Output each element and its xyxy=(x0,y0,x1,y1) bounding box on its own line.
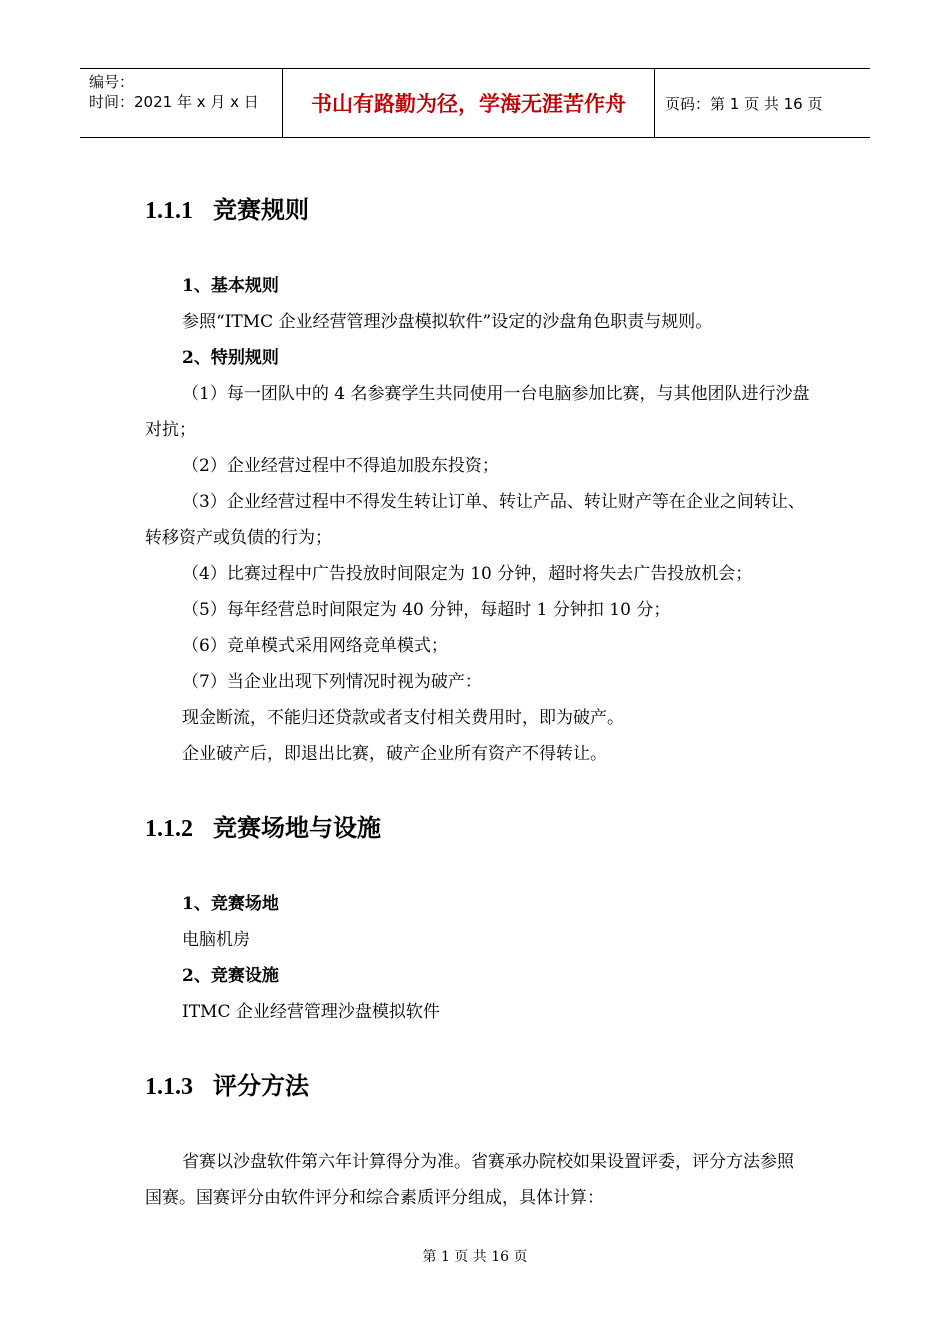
rule-item-7: （7）当企业出现下列情况时视为破产： xyxy=(182,672,482,692)
section-title: 竞赛规则 xyxy=(213,195,309,224)
section-heading-scoring xyxy=(145,1066,309,1101)
section-number: 1.1.1 xyxy=(145,198,193,224)
paragraph-basic-rules: 参照“ITMC 企业经营管理沙盘模拟软件”设定的沙盘角色职责与规则。 xyxy=(182,312,713,332)
paragraph-bankrupt-condition: 现金断流，不能归还贷款或者支付相关费用时，即为破产。 xyxy=(182,708,624,728)
section-title: 竞赛场地与设施 xyxy=(213,813,381,842)
rule-item-6: （6）竞单模式采用网络竞单模式； xyxy=(182,636,448,656)
header-page-info: 页码：第 1 页 共 16 页 xyxy=(665,94,823,113)
rule-item-4: （4）比赛过程中广告投放时间限定为 10 分钟，超时将失去广告投放机会； xyxy=(182,564,753,584)
document-time-label: 时间：2021 年 x 月 x 日 xyxy=(89,93,259,111)
paragraph-bankrupt-result: 企业破产后，即退出比赛，破产企业所有资产不得转让。 xyxy=(182,744,607,764)
page-header xyxy=(80,68,870,138)
rule-item-1: （1）每一团队中的 4 名参赛学生共同使用一台电脑参加比赛，与其他团队进行沙盘对抗； xyxy=(145,384,810,440)
paragraph-venue: 电脑机房 xyxy=(182,930,250,950)
section-heading-venue xyxy=(145,808,381,843)
header-motto: 书山有路勤为径，学海无涯苦作舟 xyxy=(283,69,655,137)
subheading-special-rules: 2、特别规则 xyxy=(182,348,279,368)
page-footer: 第 1 页 共 16 页 xyxy=(422,1249,528,1265)
rule-item-3: （3）企业经营过程中不得发生转让订单、转让产品、转让财产等在企业之间转让、转移资产或负债的行为； xyxy=(145,492,805,548)
rule-item-2: （2）企业经营过程中不得追加股东投资； xyxy=(182,456,499,476)
subheading-basic-rules: 1、基本规则 xyxy=(182,276,279,296)
rule-item-5: （5）每年经营总时间限定为 40 分钟，每超时 1 分钟扣 10 分； xyxy=(182,600,671,620)
header-left-cell xyxy=(80,69,283,137)
subheading-facilities: 2、竞赛设施 xyxy=(182,966,279,986)
section-heading-rules xyxy=(145,190,309,225)
section-number: 1.1.2 xyxy=(145,816,193,842)
section-number: 1.1.3 xyxy=(145,1074,193,1100)
document-number-label: 编号： xyxy=(89,73,135,91)
section-title: 评分方法 xyxy=(213,1071,309,1100)
paragraph-scoring: 省赛以沙盘软件第六年计算得分为准。省赛承办院校如果设置评委，评分方法参照国赛。国赛评分由软件评分和综合素质评分组成，具体计算： xyxy=(145,1152,794,1208)
subheading-venue: 1、竞赛场地 xyxy=(182,894,279,914)
paragraph-facilities: ITMC 企业经营管理沙盘模拟软件 xyxy=(182,1002,440,1022)
